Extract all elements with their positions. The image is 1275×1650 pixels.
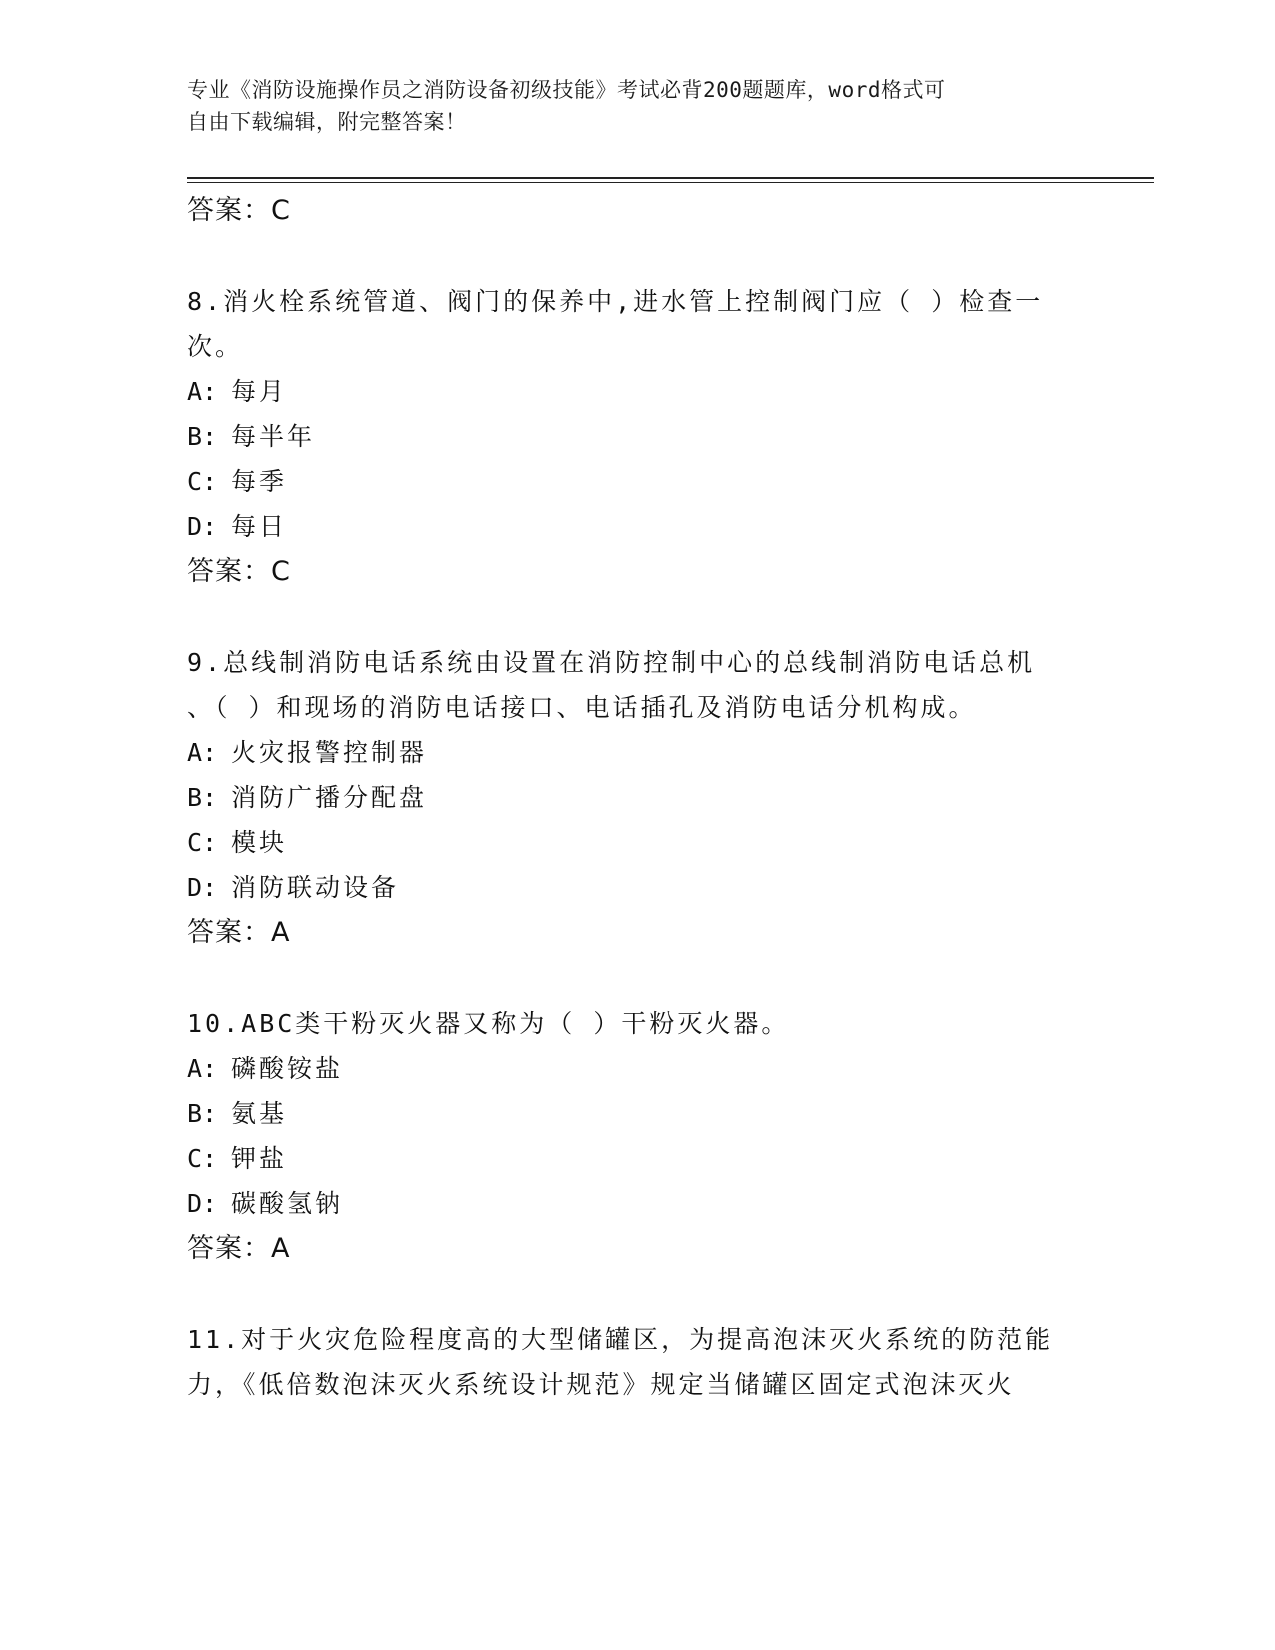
option-key: B: <box>187 783 218 812</box>
option-key: D: <box>187 512 218 541</box>
header-divider-thin <box>187 182 1154 183</box>
option-a <box>187 730 1087 775</box>
option-text: 每月 <box>231 377 288 406</box>
answer-line: 答案：C <box>187 195 291 226</box>
option-text: 消防广播分配盘 <box>231 783 428 812</box>
option-key: B: <box>187 422 218 451</box>
option-a <box>187 369 1087 414</box>
option-key: A: <box>187 738 218 767</box>
option-c <box>187 459 1087 504</box>
option-text: 每半年 <box>231 422 316 451</box>
option-d <box>187 1181 1087 1226</box>
question-text: 11.对于火灾危险程度高的大型储罐区，为提高泡沫灭火系统的防范能 <box>187 1325 1054 1354</box>
option-text: 磷酸铵盐 <box>231 1054 344 1083</box>
option-key: D: <box>187 1189 218 1218</box>
option-b <box>187 414 1087 459</box>
header-line-1: 专业《消防设施操作员之消防设备初级技能》考试必背200题题库，word格式可 <box>187 78 946 102</box>
option-text: 氨基 <box>231 1099 288 1128</box>
option-key: A: <box>187 1054 218 1083</box>
option-d <box>187 865 1087 910</box>
option-text: 火灾报警控制器 <box>231 738 428 767</box>
question-text: 次。 <box>187 332 244 361</box>
option-text: 每季 <box>231 467 288 496</box>
answer-line: 答案：A <box>187 917 291 948</box>
option-text: 每日 <box>231 512 288 541</box>
question-10 <box>187 1001 1087 1271</box>
option-a <box>187 1046 1087 1091</box>
question-text: 10.ABC类干粉灭火器又称为（ ）干粉灭火器。 <box>187 1009 790 1038</box>
question-text: 力，《低倍数泡沫灭火系统设计规范》规定当储罐区固定式泡沫灭火 <box>187 1370 1015 1399</box>
option-c <box>187 1136 1087 1181</box>
question-11 <box>187 1317 1087 1407</box>
option-key: A: <box>187 377 218 406</box>
document-body <box>187 188 1087 1407</box>
header-divider <box>187 177 1154 179</box>
option-b <box>187 775 1087 820</box>
question-text: 、（ ）和现场的消防电话接口、电话插孔及消防电话分机构成。 <box>187 693 977 722</box>
option-b <box>187 1091 1087 1136</box>
page-header <box>187 74 1087 138</box>
option-key: C: <box>187 1144 218 1173</box>
option-key: D: <box>187 873 218 902</box>
answer-line: 答案：C <box>187 556 291 587</box>
option-key: C: <box>187 467 218 496</box>
option-key: B: <box>187 1099 218 1128</box>
question-9 <box>187 640 1087 955</box>
answer-line: 答案：A <box>187 1233 291 1264</box>
question-text: 9.总线制消防电话系统由设置在消防控制中心的总线制消防电话总机 <box>187 648 1036 677</box>
header-line-2: 自由下载编辑，附完整答案！ <box>187 110 467 134</box>
option-c <box>187 820 1087 865</box>
option-text: 模块 <box>231 828 288 857</box>
question-text: 8.消火栓系统管道、阀门的保养中,进水管上控制阀门应（ ）检查一 <box>187 287 1044 316</box>
option-d <box>187 504 1087 549</box>
option-text: 碳酸氢钠 <box>231 1189 344 1218</box>
option-key: C: <box>187 828 218 857</box>
option-text: 消防联动设备 <box>231 873 400 902</box>
option-text: 钾盐 <box>231 1144 288 1173</box>
question-8 <box>187 279 1087 594</box>
